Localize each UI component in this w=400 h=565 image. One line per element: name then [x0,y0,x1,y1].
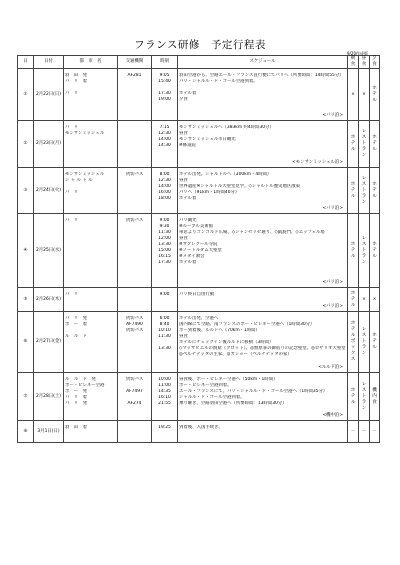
time-line: 9:30 [159,224,170,229]
meal-breakfast [348,312,359,373]
citie-line: モンサンミッシェル [65,131,105,136]
time-line: 9:05 [159,73,170,78]
day-schedule [178,421,348,443]
day-date: 3月1日(日) [34,421,64,443]
day-date: 2月27日(金) [34,312,64,373]
transport-line: AF274 [127,401,142,406]
day-times [152,121,178,168]
schedule-line: ポー・ピレネー空港到着。 [179,383,232,388]
schedule-line: 昼食 [179,334,188,339]
meal-dinner [370,214,380,288]
time-line: 13:30 [158,242,171,247]
meal-lunch [359,214,370,288]
meal-breakfast [348,214,359,288]
schedule-line: 世界遺産※シャルトル大聖堂見学。◇シャルトル歴史地区散策 [179,184,301,189]
day-number: ⑧ [18,421,34,443]
time-line: 19:00 [158,97,171,102]
meal-dinner-label: ホテル [372,241,377,259]
time-line: 12:30 [158,178,171,183]
day-number: ① [18,69,34,121]
meal-lunch [359,421,370,443]
header-breakfast: 朝食 [348,56,359,69]
transport-line: 貸切バス [125,172,144,177]
meal-dinner-label: ホテル [372,135,377,152]
time-line: 21:55 [158,401,171,406]
meal-lunch-label: レストラン [361,381,367,411]
schedule-line: 到着後、入国手続き。 [179,425,223,430]
day-number: ② [18,121,34,168]
day-cities [64,373,118,421]
time-line: 10:10 [158,328,171,333]
schedule-line: パリ・シャルル・ド・ゴール空港到着。 [179,79,258,84]
day-transport [118,373,152,421]
citie-line: パ リ [65,292,79,297]
day-date: 2月28日(土) [34,373,64,421]
day-schedule [178,288,348,312]
citie-line: パ リ [65,190,79,195]
day-cities [64,168,118,214]
meal-lunch-label: － [361,428,367,434]
transport-line: 貸切バス [125,328,144,333]
day-cities [64,121,118,168]
schedule-line: ◇マッサビエルの洞窟（グロット）、◎無原罪の御宿りの記念聖堂、◎ロザリオ大聖堂 [179,346,346,351]
meal-dinner [370,312,380,373]
header-time: 時刻 [152,56,178,69]
time-line: 15:00 [158,248,171,253]
schedule-line: 昼食 [179,236,188,241]
header-row [18,56,380,69]
day-transport [118,168,152,214]
day-times [152,288,178,312]
meal-dinner-label: ホテル [372,181,377,199]
schedule-line: シャルル・ド・ゴール空港到着。 [179,395,245,400]
time-line: 11:30 [158,334,171,339]
day-cities [64,69,118,121]
schedule-line: パリ終日自由行動 [179,292,215,297]
header-lunch: 昼食 [359,56,370,69]
schedule-line: 羽田空港から、空路エール・フランス直行便にてパリへ（所要時間：14時間55分） [179,73,344,78]
meal-breakfast-label: ホテルボックス [350,321,356,362]
citie-line: 羽 田 発 [65,73,87,78]
citie-line: ポー・ピレネー空港 [65,383,105,388]
citie-line: ポ ー 発 [65,389,87,394]
meal-lunch [359,69,370,121]
citie-line: 羽 田 着 [65,425,87,430]
version-date: 9/20作成版 [347,51,368,56]
meal-dinner-label: × [372,296,377,302]
time-line: 8:00 [159,172,170,177]
header-dinner: 夕食 [370,56,380,69]
schedule-line: ホテル着 [179,196,197,201]
day-times [152,373,178,421]
overnight-stay: <モンサンミッシェル泊> [292,160,343,165]
meal-dinner [370,168,380,214]
meal-dinner-label: ホテル [372,85,377,103]
schedule-line: エール・フランスにて、パリ・シャルル・ド・ゴール空港へ（1時間35分） [179,389,328,394]
meal-lunch-label: レストラン [361,175,367,205]
meal-dinner [370,121,380,168]
schedule-line: 昼食後、ポー・ピレネー空港へ（50km・1時間） [179,377,278,382]
day-date: 2月24日(火) [34,168,64,214]
day-transport [118,312,152,373]
page-title: フランス研修 予定行程表 [134,39,266,51]
transport-line: 貸切バス [125,377,144,382]
time-line: 12:30 [158,131,171,136]
schedule-line: 乗り継ぎ、空路羽田空港へ（所要時間：13時間30分） [179,401,287,406]
schedule-line: 昼食 [179,178,188,183]
day-date: 2月23日(月) [34,121,64,168]
citie-line: パ リ 発 [65,316,87,321]
citie-line: パ リ 着 [65,79,87,84]
schedule-line: ※修道院 [179,143,196,148]
day-number: ⑤ [18,288,34,312]
day-times [152,214,178,288]
meal-lunch [359,373,370,421]
meal-dinner-label: － [372,428,377,434]
meal-dinner [370,421,380,443]
citie-line: パ リ [65,125,79,130]
meal-dinner [370,373,380,421]
time-line: 18:00 [158,196,171,201]
day-schedule [178,121,348,168]
schedule-line: ホテルにチェックイン後ルルドに移動（3時間） [179,340,274,345]
meal-breakfast-label: ホテル [350,290,356,308]
time-line: 12:00 [158,236,171,241]
meal-breakfast-label: ホテル [350,241,356,259]
schedule-line: モンサンミッシェルへ（383km 約4時間30分） [179,125,274,130]
schedule-line: ポー到着後、ルルドへ（70km・1時間） [179,328,260,333]
day-times [152,312,178,373]
day-cities [64,421,118,443]
header-num: 日 [18,56,34,69]
citie-line: ポ ー 着 [65,322,87,327]
schedule-line: ※メダイ教会 [179,254,205,259]
header-city: 都 市 名 [64,56,118,69]
meal-lunch-label: レストラン [361,235,367,265]
time-line: 8:40 [159,322,170,327]
time-line: 14:00 [158,137,171,142]
schedule-line: ホテル着 [179,91,197,96]
meal-dinner-label: ホテル [372,333,377,350]
day-transport [118,69,152,121]
citie-line: パ リ 発 [65,401,87,406]
header-transport: 交通機関 [118,56,152,69]
citie-line: パ リ 着 [65,395,87,400]
day-number: ③ [18,168,34,214]
transport-line: AF7497 [126,389,143,394]
meal-lunch-label: レストラン [361,327,367,356]
meal-breakfast [348,288,359,312]
day-number: ④ [18,214,34,288]
time-line: 14:35 [158,389,171,394]
overnight-stay: <パリ泊> [322,280,343,285]
itinerary-table [17,55,380,443]
time-line: 9:00 [159,218,170,223]
day-cities [64,214,118,288]
citie-line: ル ル ド [65,334,87,339]
meal-breakfast [348,168,359,214]
day-transport [118,214,152,288]
itinerary-day-row [18,214,380,288]
itinerary-day-row [18,421,380,443]
day-schedule [178,214,348,288]
schedule-line: ※ルーブル美術館 [179,224,214,229]
meal-breakfast-label: ホテル [350,181,356,199]
header-schedule: スケジュール [178,56,348,69]
meal-dinner [370,69,380,121]
time-line: 13:30 [158,346,171,351]
citie-line: パ リ [65,218,79,223]
transport-line [119,91,150,97]
day-date: 2月22日(日) [34,69,64,121]
schedule-line: 昼食 [179,131,188,136]
transport-line: AF281 [127,73,142,78]
itinerary-day-row [18,168,380,214]
meal-lunch [359,312,370,373]
header-date: 日付 [34,56,64,69]
meal-lunch-label: × [362,91,366,97]
meal-breakfast-label: × [351,91,355,97]
meal-dinner-label: 機内食 [372,387,377,405]
time-line: 19:25 [158,425,171,430]
citie-line: モンサンミッシェル [65,172,105,177]
time-line: 16:10 [158,395,171,400]
overnight-stay: <パリ泊> [322,206,343,211]
schedule-line: パリ観光 [179,218,197,223]
time-line: 16:00 [158,190,171,195]
schedule-line: ホテル出発、空港へ [179,316,219,321]
day-date: 2月26日(木) [34,288,64,312]
day-schedule [178,168,348,214]
day-times [152,69,178,121]
citie-line: ル ル ド 発 [65,377,96,382]
meal-dinner [370,288,380,312]
schedule-line: ホテル出発。シャルトルへ（300km・4時間） [179,172,272,177]
schedule-line: 夕食 [179,97,188,102]
schedule-line: 車窓よりコンコルド広場、◇シャンゼリゼ通り、◇凱旋門、◇エッフェル塔 [179,230,325,235]
overnight-stay: <機中泊> [322,413,343,418]
day-schedule [178,312,348,373]
overnight-stay: <ルルド泊> [318,365,343,370]
day-transport [118,288,152,312]
time-line: 9:00 [159,292,170,297]
day-date: 2月25日(水) [34,214,64,288]
day-transport [118,421,152,443]
time-line: 17:30 [158,260,171,265]
itinerary-day-row [18,312,380,373]
meal-breakfast-label: － [350,428,356,434]
time-line: 16:15 [158,254,171,259]
transport-line: 貸切バス [125,218,144,223]
meal-lunch [359,288,370,312]
transport-line: AF7490 [126,322,143,327]
time-line: 10:00 [158,377,171,382]
schedule-line: ※サグレクール寺院 [179,242,218,247]
itinerary-day-row [18,69,380,121]
meal-breakfast [348,121,359,168]
meal-lunch [359,121,370,168]
day-schedule [178,69,348,121]
meal-lunch-label: × [362,296,366,302]
meal-breakfast [348,373,359,421]
itinerary-day-row [18,288,380,312]
time-line: 15:40 [158,79,171,84]
itinerary-day-row [18,373,380,421]
transport-line: 貸切バス [125,316,144,321]
time-line: 7:15 [159,125,170,130]
day-times [152,168,178,214]
meal-breakfast-label: ホテル [350,135,356,152]
time-line: 6:00 [159,316,170,321]
schedule-line: 国内線にて空路、南フランスのポー・ピレネー空港へ（1時間30分） [179,322,315,327]
day-cities [64,288,118,312]
meal-breakfast-label: ホテル [350,387,356,405]
meal-lunch-label: レストラン [361,129,367,158]
day-cities [64,312,118,373]
day-number: ⑦ [18,373,34,421]
citie-line: シ ャ ル ト ル [65,178,93,183]
overnight-stay: <パリ泊> [322,113,343,118]
day-schedule [178,373,348,421]
time-line: 14:30 [158,143,171,148]
citie-line: パ リ [65,91,79,96]
itinerary-day-row [18,121,380,168]
day-times [152,421,178,443]
time-line: 17:30 [158,91,171,96]
time-line: 11:00 [158,383,171,388]
overnight-stay: <パリ泊> [322,304,343,309]
schedule-line: ◎ベルナデッタの生家、◎カショー（ベルナデッタの家） [179,352,292,357]
schedule-line: ホテル着 [179,260,197,265]
schedule-line: ※ノートルダム大聖堂 [179,248,222,253]
meal-lunch [359,168,370,214]
schedule-line: パリへ（91km・1時間40分） [179,190,240,195]
time-line: 11:30 [158,230,171,235]
day-number: ⑥ [18,312,34,373]
meal-breakfast [348,421,359,443]
time-line: 14:00 [158,184,171,189]
schedule-line: モンサンミッシェル市日観光 [179,137,236,142]
day-transport [118,121,152,168]
meal-breakfast [348,69,359,121]
